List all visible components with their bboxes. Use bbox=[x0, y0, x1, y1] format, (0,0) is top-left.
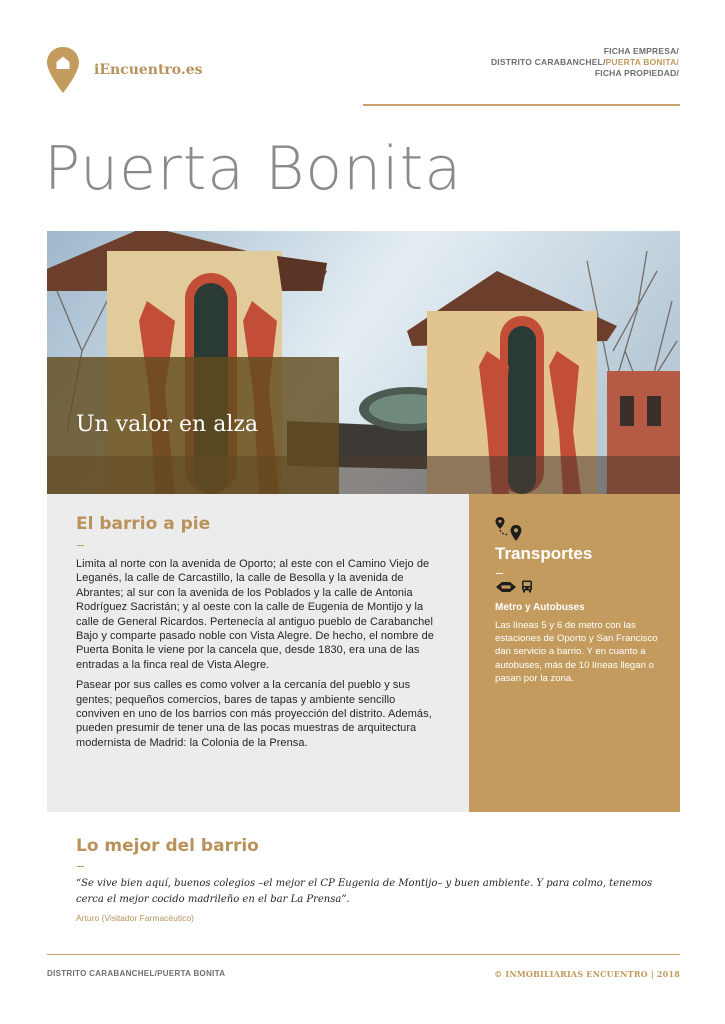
barrio-paragraph-2: Pasear por sus calles es como volver a la cercanía del pueblo y sus gentes; pequeños comercios, bares de tapas y ambiente sencillo conviven en uno de los barrios con más proyección del distrito. Además, pueden presumir de tener una de las pocas muestras de arquitectura modernista de Madrid: la Colonia de la Prensa. bbox=[76, 679, 432, 749]
breadcrumb bbox=[491, 46, 679, 79]
map-pin-house-icon bbox=[46, 46, 80, 94]
bus-icon bbox=[521, 580, 533, 598]
transportes-text: Las líneas 5 y 6 de metro con las estaciones de Oporto y San Francisco dan servicio a barrio. Y en cuanto a autobuses, más de 10 líneas llegan o pasan por la zona. bbox=[495, 620, 658, 684]
metro-icon bbox=[495, 580, 517, 598]
route-pin-icon bbox=[495, 516, 666, 544]
hero-caption: Un valor en alza bbox=[76, 412, 259, 437]
footer-divider bbox=[47, 954, 680, 955]
testimonial-author: Arturo (Visitador Farmacéutico) bbox=[76, 913, 194, 923]
barrio-dash bbox=[77, 545, 84, 546]
best-heading: Lo mejor del barrio bbox=[76, 836, 259, 856]
transportes-subheading: Metro y Autobuses bbox=[495, 602, 585, 613]
testimonial-quote: “Se vive bien aquí, buenos colegios –el mejor el CP Eugenia de Montijo– y buen ambiente. Y para colmo, tenemos cerca el mejor cocido madrileño en el bar La Prensa”. bbox=[76, 878, 653, 905]
best-dash bbox=[77, 866, 84, 867]
barrio-heading: El barrio a pie bbox=[76, 514, 211, 534]
footer-location: DISTRITO CARABANCHEL/PUERTA BONITA bbox=[47, 969, 226, 978]
transport-mode-icons bbox=[495, 582, 666, 596]
best-section bbox=[76, 836, 656, 923]
breadcrumb-item-active[interactable]: PUERTA BONITA/ bbox=[605, 57, 679, 67]
hero-image bbox=[47, 231, 680, 494]
barrio-section bbox=[47, 494, 469, 812]
footer-copyright: © INMOBILIARIAS ENCUENTRO | 2018 bbox=[494, 969, 680, 979]
barrio-paragraph-1: Limita al norte con la avenida de Oporto; al este con el Camino Viejo de Leganés, la calle de Carcastillo, la calle de Besolla y la avenida de Abrantes; al sur con la avenida de los Poblados y la calle de Antonia Rodríguez Sacristán; y al oeste con la calle de Eugenia de Montijo y la calle de General Ricardos. Pertenecía al antiguo pueblo de Carabanchel Bajo y comparte pasado noble con Vista Alegre. De hecho, el nombre de Puerta Bonita le viene por la cancela que, desde 1830, era una de las entradas a la finca real de Vista Alegre. bbox=[76, 558, 434, 671]
transportes-section bbox=[469, 494, 680, 812]
logo[interactable] bbox=[46, 46, 203, 94]
logo-text: iEncuentro.es bbox=[94, 62, 203, 78]
breadcrumb-item-distrito[interactable]: DISTRITO CARABANCHEL/ bbox=[490, 57, 606, 67]
transportes-heading: Transportes bbox=[495, 544, 593, 563]
breadcrumb-item-ficha-propiedad[interactable]: FICHA PROPIEDAD/ bbox=[594, 68, 679, 78]
hero-caption-box bbox=[47, 357, 339, 494]
page-title: Puerta Bonita bbox=[44, 134, 463, 204]
header-divider bbox=[363, 104, 680, 106]
breadcrumb-item-ficha-empresa[interactable]: FICHA EMPRESA/ bbox=[603, 46, 679, 56]
transportes-dash bbox=[496, 573, 503, 574]
